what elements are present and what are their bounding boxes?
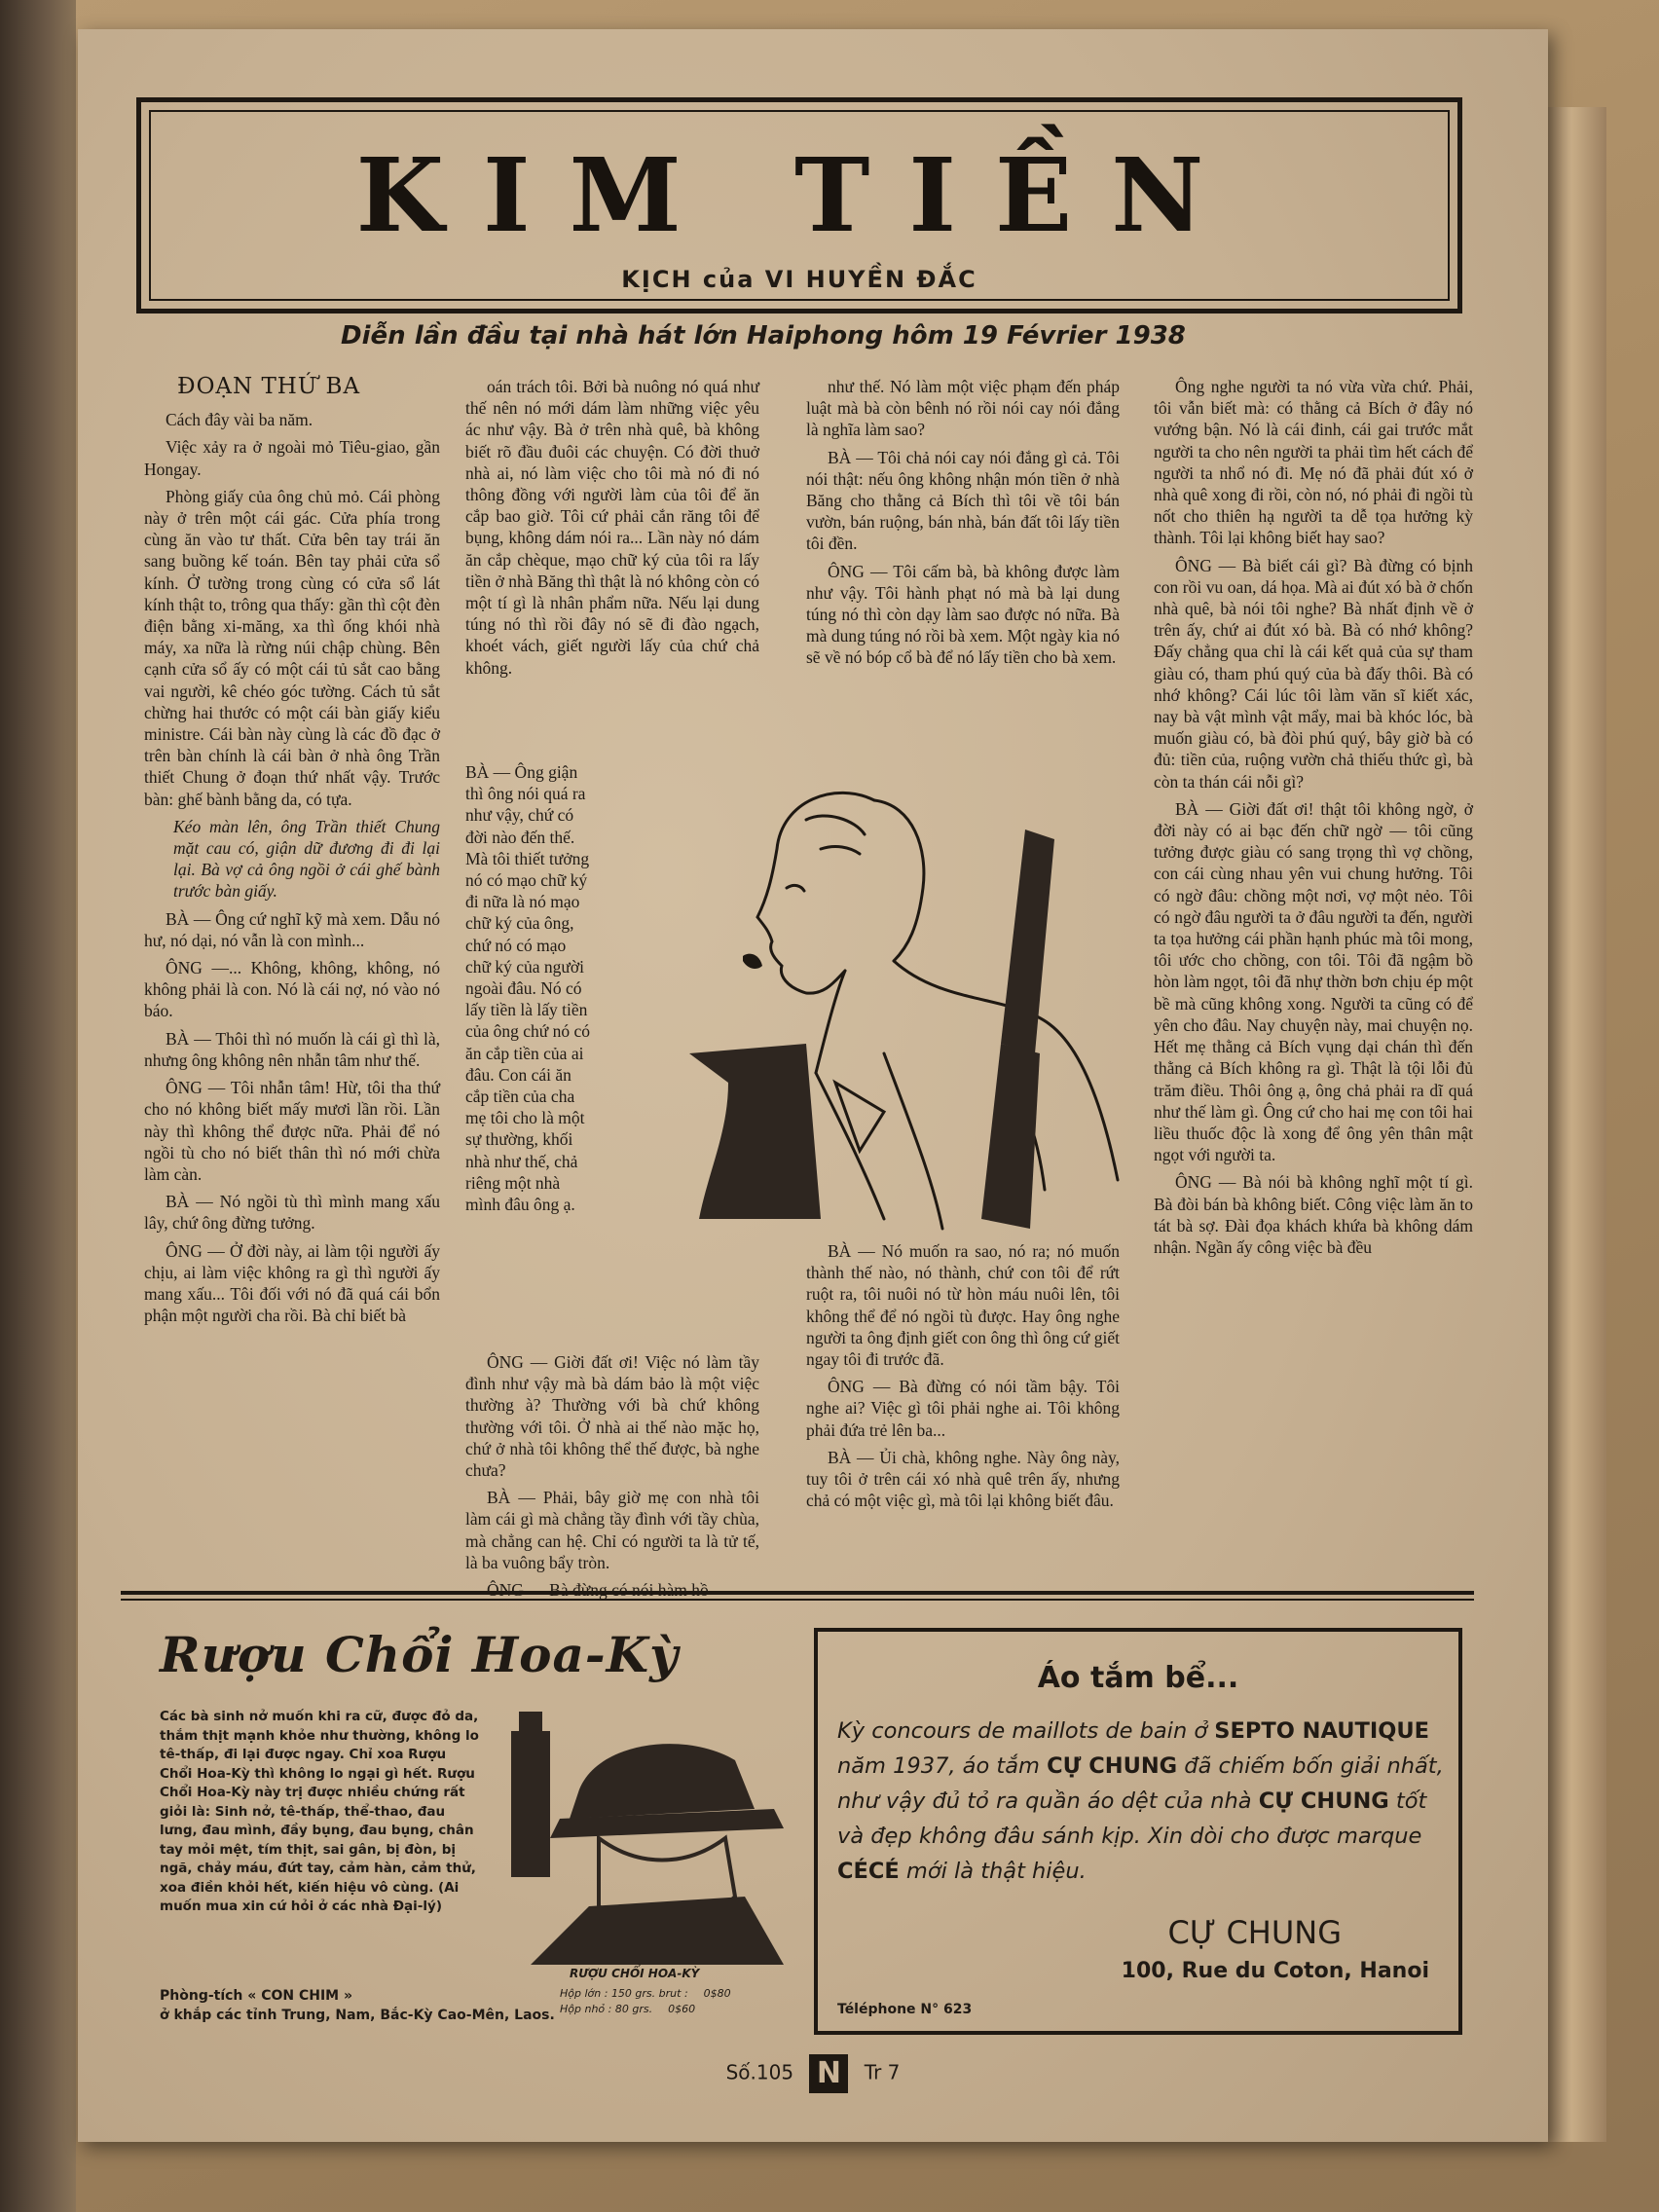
ad-text: Kỳ concours de maillots de bain ở (837, 1718, 1215, 1744)
text-column-3 (806, 376, 1120, 675)
play-title: KIM TIỀN (355, 135, 1243, 255)
issue-number: Số.105 (725, 2060, 794, 2084)
ad-text: tốt và đẹp không đâu sánh kịp. Xin dòi cho được marque (837, 1788, 1427, 1849)
text-column-3-bottom (806, 1240, 1120, 1517)
paragraph: như thế. Nó làm một việc phạm đến pháp luật mà bà còn bênh nó rồi nói cay nói đắng là nghĩa làm sao? (806, 377, 1120, 440)
price-value: 0$80 (703, 1987, 731, 2000)
section-heading: ĐOẠN THỨ BA (177, 374, 361, 399)
paragraph: Ông nghe người ta nó vừa vừa chứ. Phải, tôi vẫn biết mà: có thằng cả Bích ở đây nó vướng bận. Nó là cái đinh, cái gai trước mắt người ta cho nên người ta phải tìm hết cách để người ta nhổ nó đi. Mẹ nó đã phải đút xó ở nhà quê xong đi rồi, còn nó, nó phải đi ngồi tù nốt cho thiên hạ người ta dễ tọa hưởng kỳ thành. Tôi lại không biết hay sao? (1154, 377, 1473, 548)
text-column-2-narrow (465, 761, 592, 1219)
advertisement-ruou-choi (127, 1608, 837, 2046)
paragraph: BÀ — Ông giận thì ông nói quá ra như vậy, chứ có đời nào đến thế. Mà tôi thiết tưởng nó có mạo chữ ký đi nữa là nó mạo chữ ký của ông, chứ nó có mạo chữ ký của người ngoài đâu. Nó có lấy tiền là lấy tiền của ông chứ nó có ăn cắp tiền của ai đâu. Con cái ăn cắp tiền của cha mẹ tôi cho là một sự thường, khối nhà như thế, chả riêng một nhà mình đâu ông ạ. (465, 762, 591, 1215)
ad-address: 100, Rue du Coton, Hanoi (1121, 1959, 1429, 1983)
ad-text: mới là thật hiệu. (899, 1859, 1087, 1884)
paragraph: Việc xảy ra ở ngoài mỏ Tiêu-giao, gần Hongay. (144, 437, 440, 479)
divider-thick (121, 1591, 1474, 1595)
price-value: 0$60 (668, 2003, 696, 2015)
ad-distributor (160, 1986, 569, 2025)
paragraph: ÔNG — Bà nói bà không nghĩ một tí gì. Bà đòi bán bà không biết. Công việc làm ăn to tát bà sợ. Đài đọa khách khứa bà không dám nhận. Ngần ấy công việc bà đều (1154, 1172, 1473, 1257)
paragraph: ÔNG — Bà biết cái gì? Bà đừng có bịnh con rồi vu oan, dá họa. Mà ai đút xó bà ở chốn nhà quê, bà nói tôi nghe? Bà nhất định về ở trên ấy, chứ ai đút xó bà. Bà có nhớ không? Đấy chẳng qua chỉ là cái kết quả của sự tham giàu có, tham phú quý của bà đấy thôi. Bà có nhớ không? Cái lúc tôi làm văn sĩ kiết xác, nay bà vật mình vật mẩy, mai bà khóc lóc, bà muốn giàu có, bà đòi phú quý, bây giờ bà có đủ: tiền của, ruộng vườn chả thiếu thức gì, bà còn ta thán cái nỗi gì? (1154, 555, 1473, 792)
paragraph: oán trách tôi. Bởi bà nuông nó quá như thế nên nó mới dám làm những việc yêu ác như vậy. Bà ở trên nhà quê, bà không biết rõ đầu đuôi các chuyện. Có đời thuở nhà ai, nó làm việc cho tôi mà nó đi nó thông đồng với người làm của tôi để ăn cắp bao giờ. Tôi cứ phải cắn răng tôi để bụng, không dám nói ra... Lần này nó dám ăn cắp chèque, mạo chữ ký của tôi ra lấy tiền ở nhà Băng thì thật là nó không còn có một tí gì là nhân phẩm nữa. Nếu lại dung túng nó thì rồi đây nó sẽ đi đào ngạch, khoét vách, giết người lấy của chứ chả không. (465, 377, 759, 678)
paragraph: ÔNG — Tôi nhẫn tâm! Hừ, tôi tha thứ cho nó không biết mấy mươi lần rồi. Lần này thì không thể được nữa. Phải để nó ngồi tù cho nó biết thân thì nó mới chừa làm càn. (144, 1078, 440, 1184)
brand-text: CÉCÉ (837, 1859, 900, 1884)
text-column-2 (465, 376, 759, 684)
ad-brand: CỰ CHUNG (1167, 1914, 1342, 1951)
price-row (560, 1986, 731, 2002)
paragraph: ÔNG — Ở đời này, ai làm tội người ấy chịu, ai làm việc không ra gì thì người ấy mang xấu... Tôi đối với nó đã quá cái bổn phận một người cha rồi. Bà chỉ biết bà (144, 1240, 440, 1326)
text-column-2-bottom (465, 1351, 759, 1606)
page-number: Tr 7 (864, 2060, 901, 2084)
ad-text: đã chiếm bốn giải nhất, như vậy đủ tỏ ra quần áo dệt của nhà (837, 1753, 1444, 1814)
paragraph: ÔNG — Bà đừng có nói tầm bậy. Tôi nghe ai? Việc gì tôi phải nghe ai. Tôi không phải đứa trẻ lên ba... (806, 1377, 1120, 1440)
advertisement-ao-tam (814, 1628, 1462, 2035)
paragraph: BÀ — Thôi thì nó muốn là cái gì thì là, nhưng ông không nên nhẫn tâm như thế. (144, 1028, 440, 1070)
stage-direction: Kéo màn lên, ông Trần thiết Chung mặt cau có, giận dữ đương đi đi lại lại. Bà vợ cả ông ngồi ở cái ghế bành trước bàn giấy. (173, 816, 440, 902)
paragraph: Phòng giấy của ông chủ mỏ. Cái phòng này ở trên một cái gác. Cửa phía trong cùng ăn vào tư thất. Cửa bên tay trái ăn sang buồng kế toán. Bên tay phải cửa sổ kính. Ở tường trong cùng có cửa sổ lát kính thật to, trông qua thấy: gần thì cột đèn điện bằng xi-măng, xa thì ống khói nhà máy, xa nữa là rừng núi chập chùng. Bên cạnh cửa sổ ấy có một cái tủ sắt cao bằng vai người, kê chéo góc tường. Cách tủ sắt chừng hai thước có một cái bàn giấy kiểu ministre. Cái bàn này cùng là các đồ đạc ở trên bàn chính là cái bàn ở nhà ông Trần thiết Chung ở đoạn thứ nhất vậy. Trước bàn: ghế bành bằng da, có tựa. (144, 486, 440, 809)
paragraph: BÀ — Tôi chả nói cay nói đắng gì cả. Tôi nói thật: nếu ông không nhận món tiền ở nhà Băng cho thằng cả Bích thì tôi về tôi bán vườn, bán ruộng, bán nhà, bán đất tôi lấy tiền tôi đền. (806, 447, 1120, 554)
paragraph: BÀ — Ủi chà, không nghe. Này ông này, tuy tôi ở trên cái xó nhà quê trên ấy, nhưng chả có một việc gì, mà tôi lại không biết đâu. (806, 1447, 1120, 1511)
paragraph: ÔNG —... Không, không, không, nó không phải là con. Nó là cái nợ, nó vào nó báo. (144, 958, 440, 1021)
premiere-line: Diễn lần đầu tại nhà hát lớn Haiphong hôm 19 Février 1938 (341, 321, 1186, 350)
page-footer (78, 2054, 1548, 2093)
ad-title: Rượu Chổi Hoa-Kỳ (160, 1626, 680, 1683)
portrait-illustration (689, 761, 1168, 1248)
paragraph: Cách đây vài ba năm. (166, 410, 313, 430)
left-page-edge (0, 0, 76, 2212)
play-author: KỊCH của VI HUYỀN ĐẮC (621, 266, 977, 293)
bottle-caption: RƯỢU CHỔI HOA-KỲ (570, 1967, 700, 1980)
paragraph: BÀ — Nó ngồi tù thì mình mang xấu lây, chứ ông đừng tưởng. (144, 1192, 440, 1234)
price-label: Hộp lớn : 150 grs. brut : (560, 1987, 688, 2000)
divider-thin (121, 1599, 1474, 1601)
paragraph: ÔNG — Tôi cấm bà, bà không được làm như vậy. Tôi hành phạt nó mà bà lại dung túng nó thì còn dạy làm sao được nó nữa. Bà mà dung túng nó rồi bà xem. Một ngày kia nó sẽ về nó bóp cổ bà để nó lấy tiền cho bà xem. (806, 561, 1120, 668)
newspaper-page (78, 29, 1548, 2142)
brand-text: CỰ CHUNG (1047, 1753, 1178, 1779)
newspaper-logo: N (809, 2054, 848, 2093)
price-row (560, 2002, 731, 2017)
brand-text: SEPTO NAUTIQUE (1214, 1718, 1429, 1744)
paragraph: BÀ — Nó muốn ra sao, nó ra; nó muốn thành thế nào, nó thành, chứ con tôi để rứt ruột ra, tôi nuôi nó từ hòn máu nuôi lên, tôi không thể để nó ngồi tù được. Hay ông nghe người ta ông định giết con ông thì ông cứ giết ngay tôi đi trước đã. (806, 1241, 1120, 1370)
bottle-illustration (492, 1702, 813, 1965)
ad-phone: Téléphone N° 623 (837, 2002, 973, 2017)
distributor-area: ở khắp các tỉnh Trung, Nam, Bắc-Kỳ Cao-Mên, Laos. (160, 2008, 555, 2023)
title-box (136, 97, 1462, 313)
paragraph: BÀ — Phải, bây giờ mẹ con nhà tôi làm cái gì mà chẳng tầy đình với tầy chùa, mà chẳng can hệ. Chỉ có người ta là tử tế, là ba vuông bẩy tròn. (465, 1488, 759, 1572)
page-stack-edge (1548, 107, 1606, 2142)
distributor-name: Phòng-tích « CON CHIM » (160, 1988, 353, 2004)
price-label: Hộp nhỏ : 80 grs. (560, 2003, 653, 2015)
paragraph: BÀ — Ông cứ nghĩ kỹ mà xem. Dẫu nó hư, nó dại, nó vẫn là con mình... (144, 908, 440, 950)
paragraph: BÀ — Giời đất ơi! thật tôi không ngờ, ở đời này có ai bạc đến chữ ngờ — tôi cũng tưởng được giàu có sang trọng thì vợ chồng, con cái cùng nhau yên vui chung hưởng. Tôi có ngờ đâu: chồng một nơi, vợ một nẻo. Tôi có ngờ đâu người ta ở đâu người ta đến, người ta tọa hưởng cái phần hạnh phúc mà tôi mong, tôi ước cho chồng, con tôi. Tôi đã ngậm bồ hòn làm ngọt, tôi đã nhự thờn bơn chịu ép một bề mà cũng không xong. Người ta cũng có để yên cho đâu. Nay chuyện này, mai chuyện nọ. Hết mẹ thằng cả Bích vụng dại chán thì đến thằng cả Bích không ra gì. Thật là tội lỗi đủ trăm điều. Thôi ông ạ, ông chả phải ra dĩ quá như thế làm gì. Ông cứ cho hai mẹ con tôi hai liều thuốc độc là xong để ông yên thân mật ngọt với người ta. (1154, 798, 1473, 1165)
ad-text: năm 1937, áo tắm (837, 1753, 1048, 1779)
paragraph: ÔNG — Giời đất ơi! Việc nó làm tầy đình như vậy mà bà dám bảo là một việc thường à? Thường với bà chứ không thường với tôi. Ở nhà ai thế nào mặc họ, chứ ở nhà tôi không thể thế được, bà nghe chưa? (465, 1352, 759, 1481)
text-column-4 (1154, 376, 1473, 1264)
ad-title: Áo tắm bể... (1037, 1661, 1239, 1695)
brand-text: CỰ CHUNG (1258, 1788, 1389, 1814)
text-column-1 (144, 376, 440, 1332)
price-list (560, 1986, 731, 2017)
ad-body: Các bà sinh nở muốn khi ra cữ, được đỏ da, thắm thịt mạnh khỏe như thường, không lo tê-thấp, đi lại được ngay. Chỉ xoa Rượu Chổi Hoa-Kỳ thì không lo ngại gì hết. Rượu Chổi Hoa-Kỳ này trị được nhiều chứng rất giỏi là: Sinh nở, tê-thấp, thể-thao, đau lưng, đau mình, đầy bụng, đau bụng, chân tay mỏi mệt, tím thịt, sai gân, bị đòn, bị ngã, chảy máu, đứt tay, cảm hàn, cảm thử, xoa điền khỏi hết, kiến hiệu vô cùng. (Ai muốn mua xin cứ hỏi ở các nhà Đại-lý) (160, 1709, 479, 1914)
ad-body (837, 1714, 1451, 1889)
